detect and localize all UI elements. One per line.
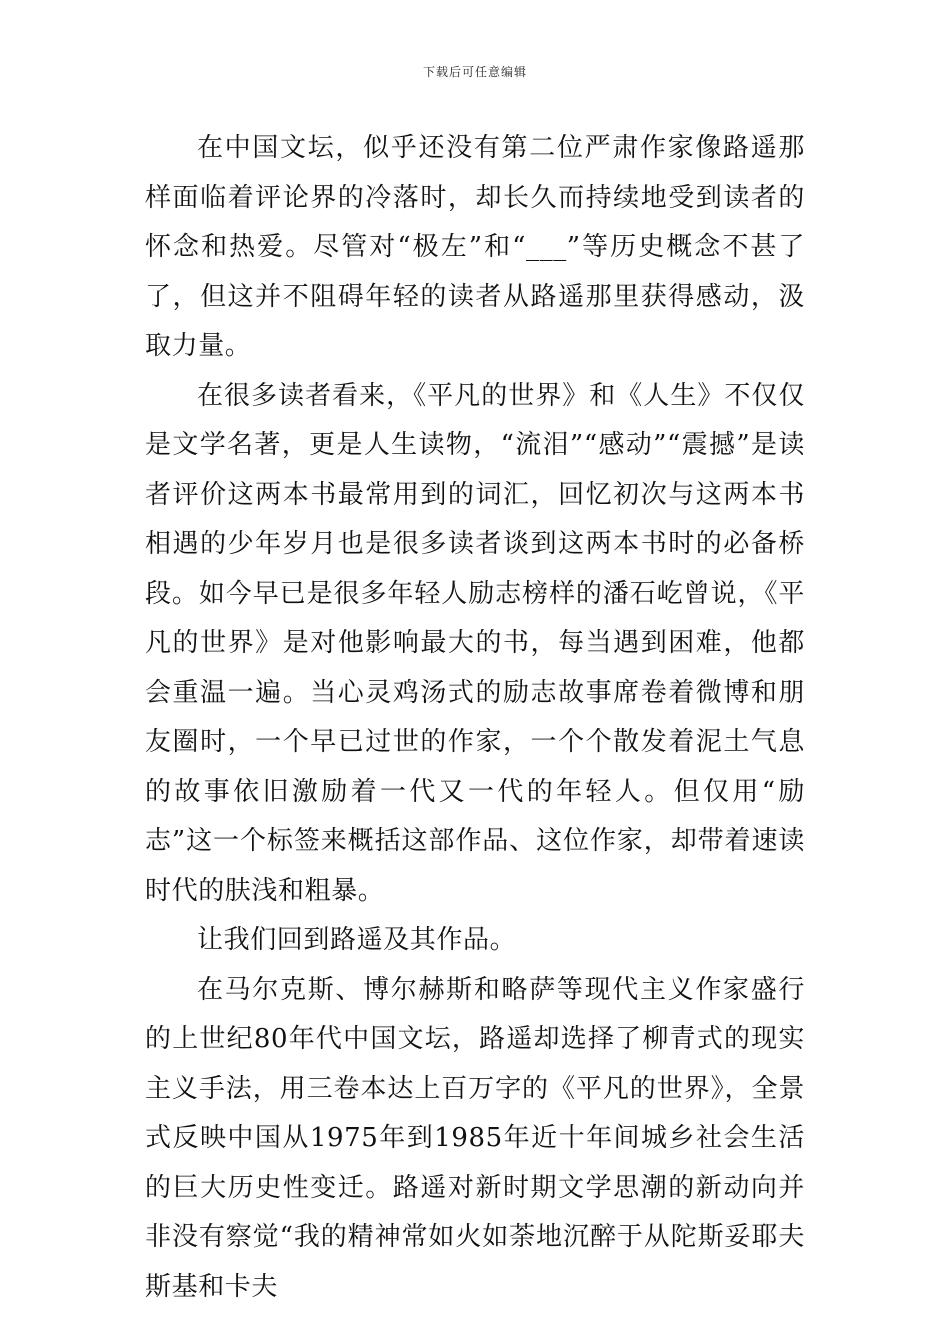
paragraph-1: 在中国文坛，似乎还没有第二位严肃作家像路遥那样面临着评论界的冷落时，却长久而持续地受到读者的怀念和热爱。尽管对“极左”和“___”等历史概念不甚了了，但这并不阻碍年轻的读者从路遥那里获得感动，汲取力量。 [145,133,805,361]
body-text [145,124,805,1312]
page-header: 下载后可任意编辑 [422,65,527,79]
paragraph-2: 在很多读者看来，《平凡的世界》和《人生》不仅仅是文学名著，更是人生读物，“流泪”“感动”“震撼”是读者评价这两本书最常用到的词汇，回忆初次与这两本书相遇的少年岁月也是很多读者谈到这两本书时的必备桥段。如今早已是很多年轻人励志榜样的潘石屹曾说，《平凡的世界》是对他影响最大的书，每当遇到困难，他都会重温一遍。当心灵鸡汤式的励志故事席卷着微博和朋友圈时，一个早已过世的作家，一个个散发着泥土气息的故事依旧激励着一代又一代的年轻人。但仅用“励志”这一个标签来概括这部作品、这位作家，却带着速读时代的肤浅和粗暴。 [145,380,805,906]
paragraph-4: 在马尔克斯、博尔赫斯和略萨等现代主义作家盛行的上世纪80年代中国文坛，路遥却选择了柳青式的现实主义手法，用三卷本达上百万字的《平凡的世界》，全景式反映中国从1975年到1985年近十年间城乡社会生活的巨大历史性变迁。路遥对新时期文学思潮的新动向并非没有察觉“我的精神常如火如荼地沉醉于从陀斯妥耶夫斯基和卡夫 [145,974,805,1302]
paragraph-3: 让我们回到路遥及其作品。 [197,925,517,955]
